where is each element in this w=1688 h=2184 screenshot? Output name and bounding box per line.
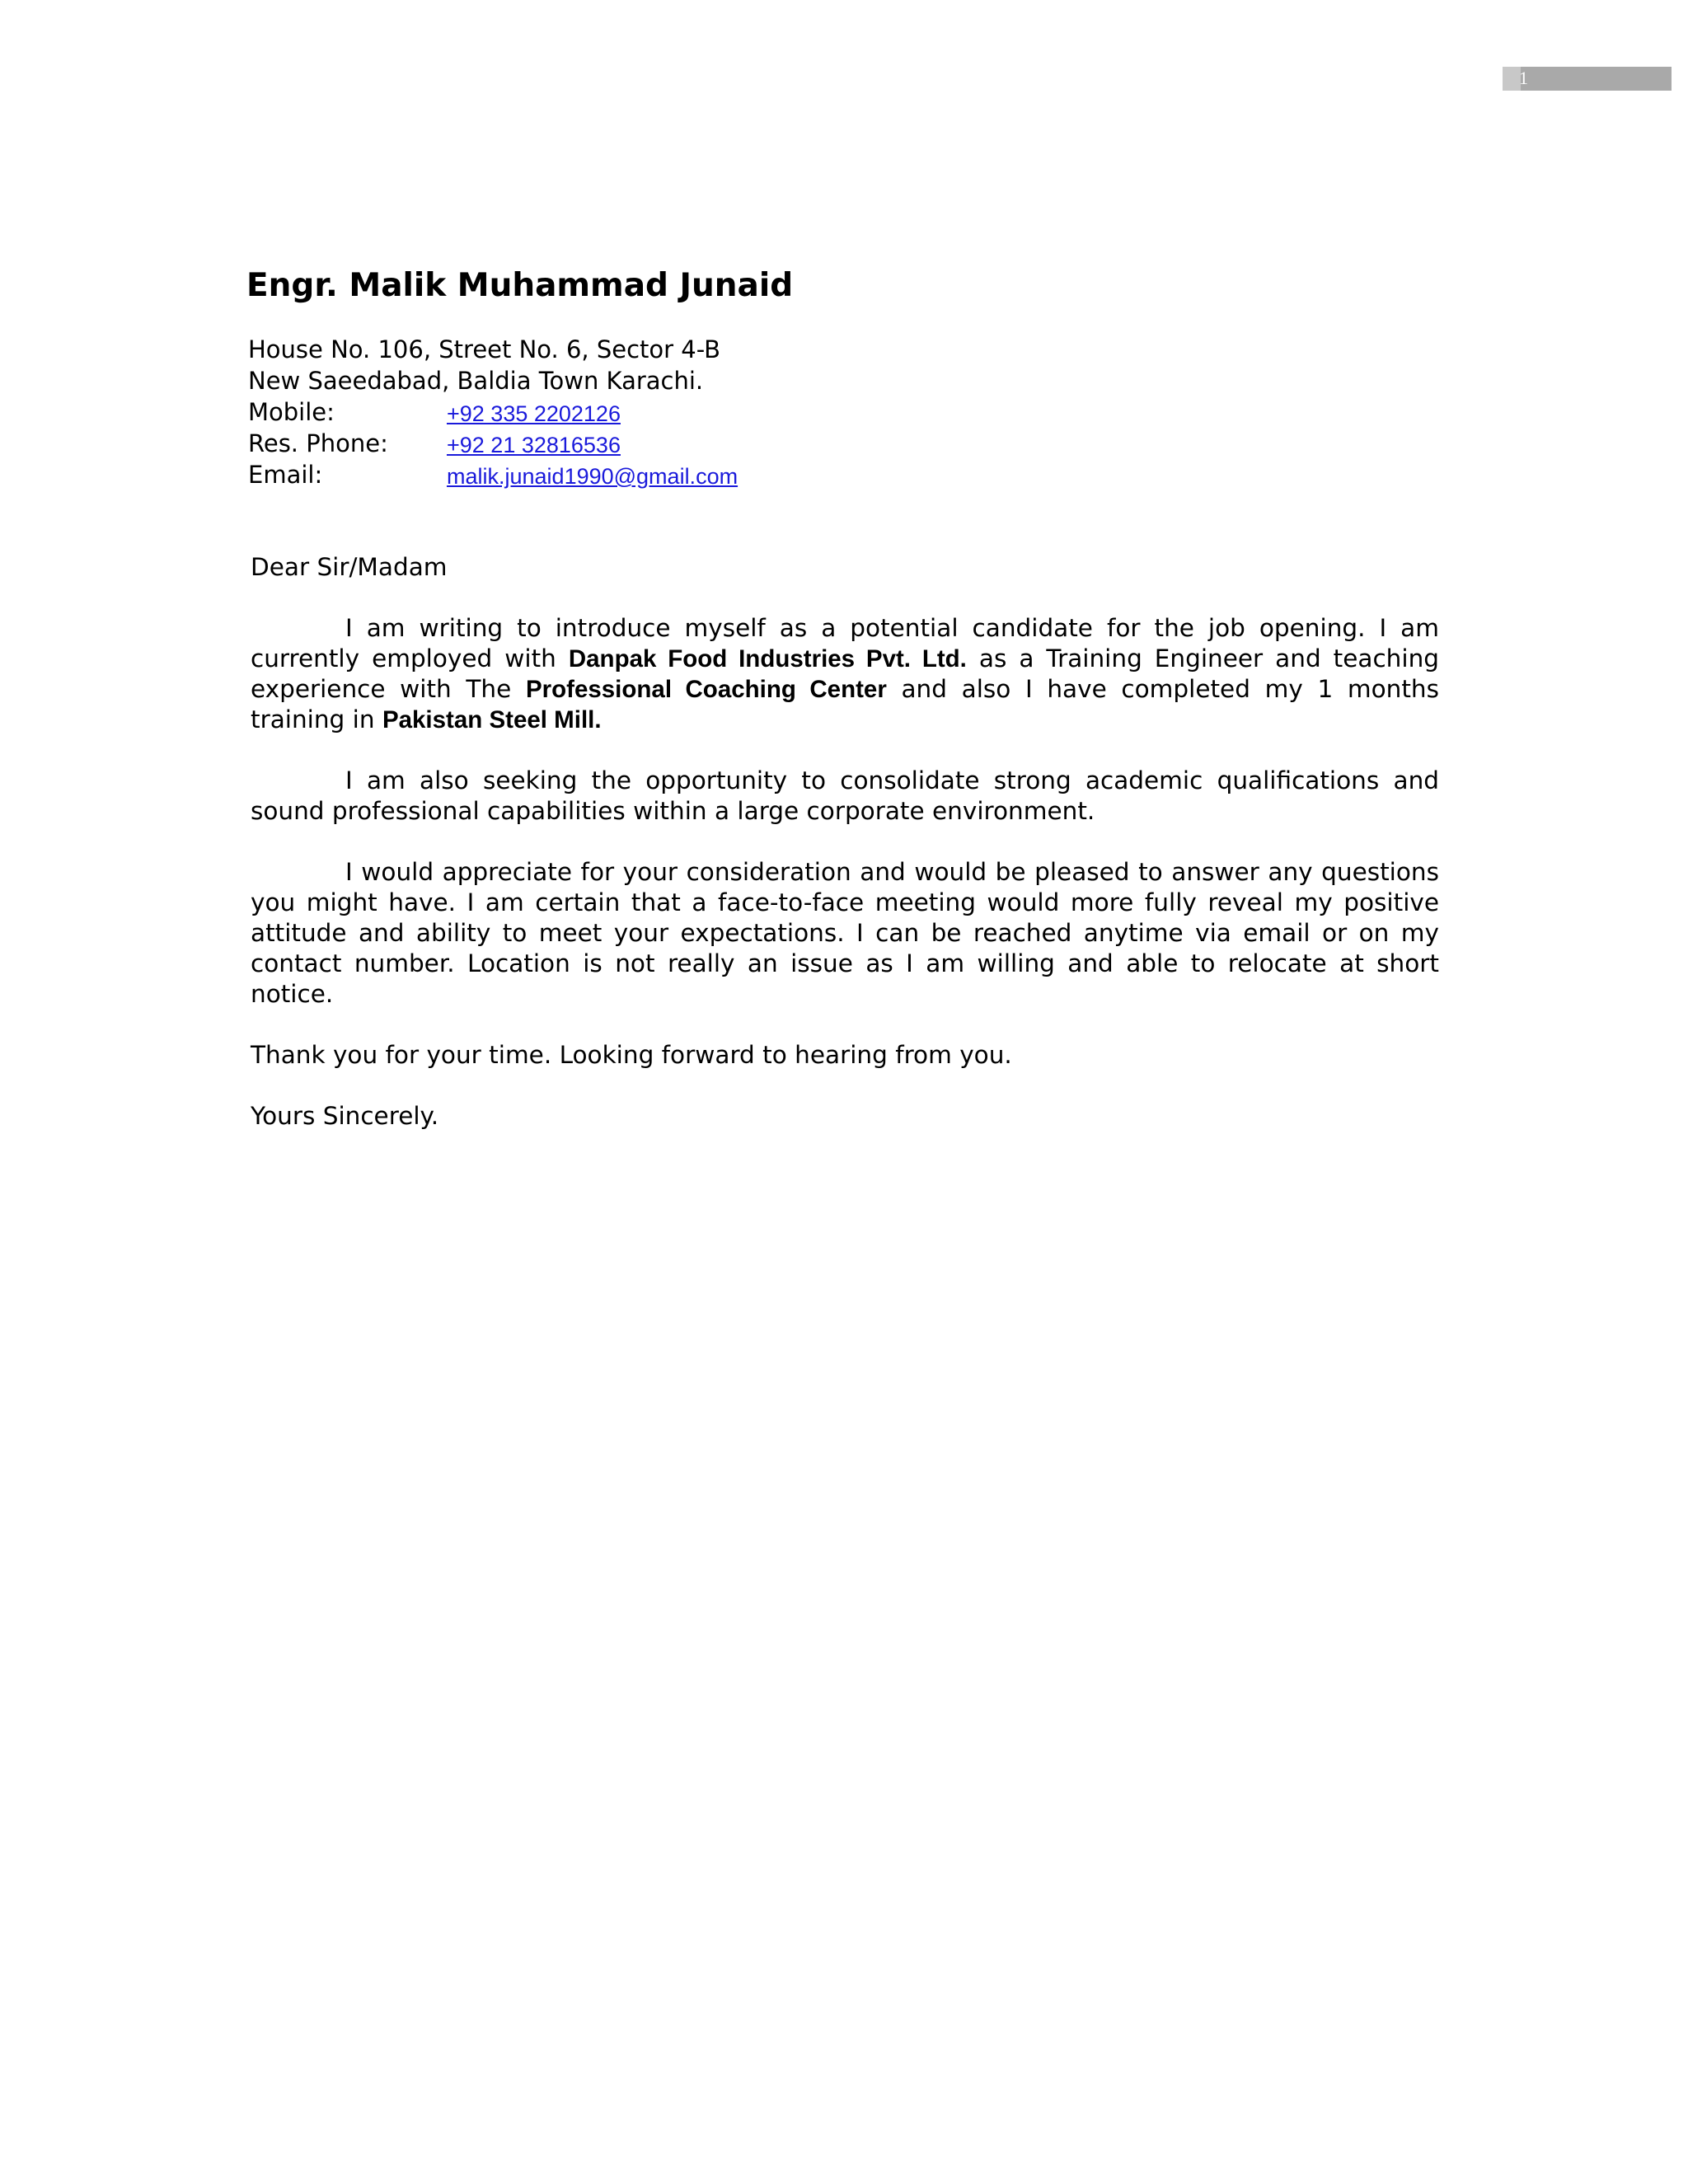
- email-label: Email:: [248, 461, 323, 489]
- mobile-row: [248, 396, 720, 428]
- address-line-1: House No. 106, Street No. 6, Sector 4-B: [248, 335, 721, 363]
- email-row: [248, 459, 738, 490]
- page-number: 1: [1519, 68, 1528, 88]
- res-phone-link[interactable]: +92 21 32816536: [447, 433, 621, 457]
- letter-body: [251, 552, 1439, 1162]
- address-line-2: New Saeedabad, Baldia Town Karachi.: [248, 367, 704, 395]
- contact-block: [248, 334, 738, 490]
- closing-line: Yours Sincerely.: [251, 1102, 439, 1130]
- salutation: Dear Sir/Madam: [251, 553, 448, 581]
- email-link[interactable]: malik.junaid1990@gmail.com: [447, 464, 738, 489]
- coaching-center-name: Professional Coaching Center: [525, 676, 887, 703]
- intro-text-3: and also I have completed my 1 months training in: [251, 675, 1439, 733]
- training-org-name: Pakistan Steel Mill.: [382, 706, 602, 733]
- res-phone-label: Res. Phone:: [248, 429, 388, 457]
- page-number-bar-accent: [1503, 67, 1521, 91]
- res-phone-row: [248, 428, 720, 459]
- intro-text-1: I am writing to introduce myself as a potential candidate for the job opening. I am currently employed with: [251, 614, 1439, 673]
- paragraph-intro: [251, 613, 1439, 735]
- applicant-name: Engr. Malik Muhammad Junaid: [246, 267, 794, 304]
- thanks-line: Thank you for your time. Looking forward to hearing from you.: [251, 1041, 1012, 1069]
- intro-text-2: as a Training Engineer and teaching experience with The: [251, 644, 1439, 703]
- paragraph-consideration: I would appreciate for your consideration and would be pleased to answer any questions you might have. I am certain that a face-to-face meeting would more fully reveal my positive attitude and ability to meet your expectations. I can be reached anytime via email or on my contact number. Location is not really an issue as I am willing and able to relocate at short notice.: [251, 858, 1439, 1008]
- paragraph-opportunity: I am also seeking the opportunity to consolidate strong academic qualifications and sound professional capabilities within a large corporate environment.: [251, 766, 1439, 825]
- employer-name: Danpak Food Industries Pvt. Ltd.: [568, 645, 967, 673]
- mobile-link[interactable]: +92 335 2202126: [447, 401, 621, 426]
- mobile-label: Mobile:: [248, 398, 335, 426]
